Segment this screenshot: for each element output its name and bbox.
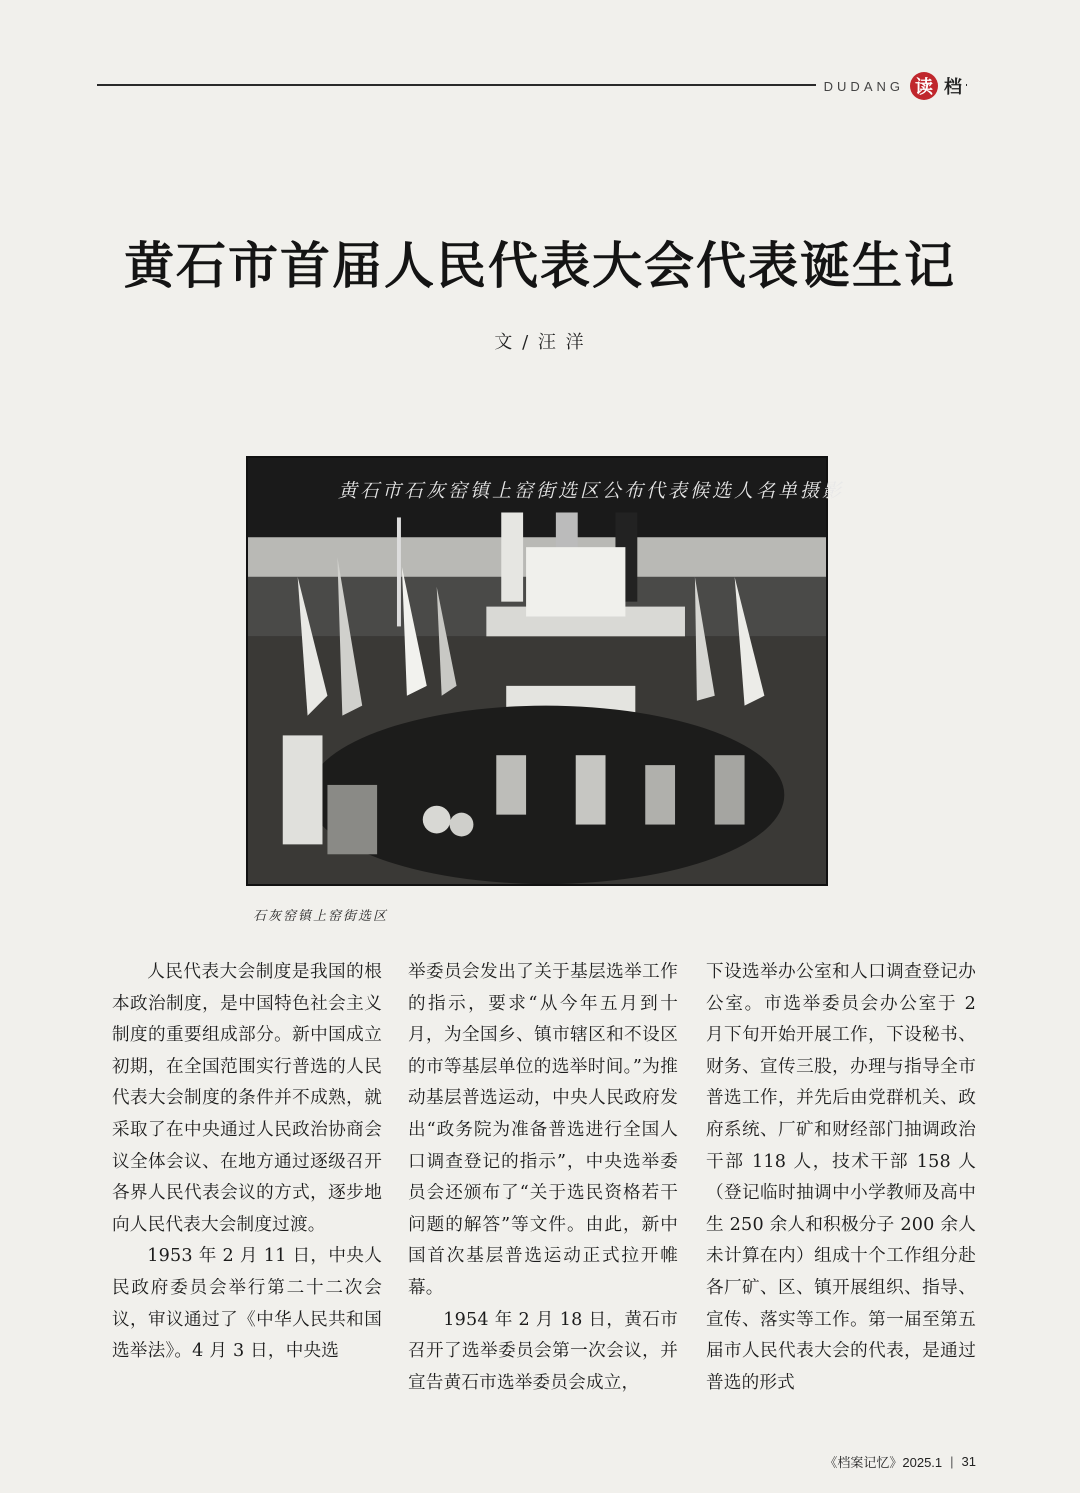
- body-column-3: [706, 957, 976, 1399]
- article-title: 黄石市首届人民代表大会代表诞生记: [124, 236, 956, 295]
- journal-name: 《档案记忆》2025.1: [824, 1455, 943, 1470]
- paragraph: 1953 年 2 月 11 日，中央人民政府委员会举行第二十二次会议，审议通过了《中华人民共和国选举法》。4 月 3 日，中央选: [112, 1246, 382, 1362]
- paragraph: 人民代表大会制度是我国的根本政治制度，是中国特色社会主义制度的重要组成部分。新中国成立初期，在全国范围实行普选的人民代表大会制度的条件并不成熟，就采取了在中央通过人民政治协商会议全体会议、在地方通过逐级召开各界人民代表会议的方式，逐步地向人民代表大会制度过渡。: [112, 962, 382, 1235]
- section-header: [816, 72, 966, 100]
- page-number: 31: [961, 1454, 976, 1469]
- body-column-1: [112, 957, 382, 1368]
- header-chinese: 档: [944, 77, 962, 98]
- body-column-2: [408, 957, 678, 1399]
- photo-caption: 石灰窑镇上窑街选区: [253, 909, 389, 924]
- photo-banner-text: 黄石市石灰窑镇上窑街选区公布代表候选人名单摄影: [338, 480, 845, 502]
- article-byline: 文 / 汪 洋: [494, 332, 586, 353]
- header-seal-icon: 读: [910, 72, 938, 100]
- historical-photo: [246, 456, 845, 886]
- header-english: DUDANG: [823, 78, 904, 94]
- page-footer: [824, 1452, 976, 1471]
- paragraph: 举委员会发出了关于基层选举工作的指示，要求“从今年五月到十月，为全国乡、镇市辖区和不设区的市等基层单位的选举时间。”为推动基层普选运动，中央人民政府发出“政务院为准备普选进行全国人口调查登记的指示”，中央选举委员会还颁布了“关于选民资格若干问题的解答”等文件。由此，新中国首次基层普选运动正式拉开帷幕。: [408, 962, 678, 1298]
- paragraph: 下设选举办公室和人口调查登记办公室。市选举委员会办公室于 2 月下旬开始开展工作，下设秘书、财务、宣传三股，办理与指导全市普选工作，并先后由党群机关、政府系统、厂矿和财经部门抽调政治干部 118 人，技术干部 158 人（登记临时抽调中小学教师及高中生 250 余人和积极分子 200 余人未计算在内）组成十个工作组分赴各厂矿、区、镇开展组织、指导、宣传、落实等工作。第一届至第五届市人民代表大会的代表，是通过普选的形式: [706, 962, 976, 1393]
- paragraph: 1954 年 2 月 18 日，黄石市召开了选举委员会第一次会议，并宣告黄石市选举委员会成立，: [408, 1309, 678, 1393]
- photo-illustration: [248, 458, 845, 884]
- footer-separator: |: [950, 1454, 954, 1469]
